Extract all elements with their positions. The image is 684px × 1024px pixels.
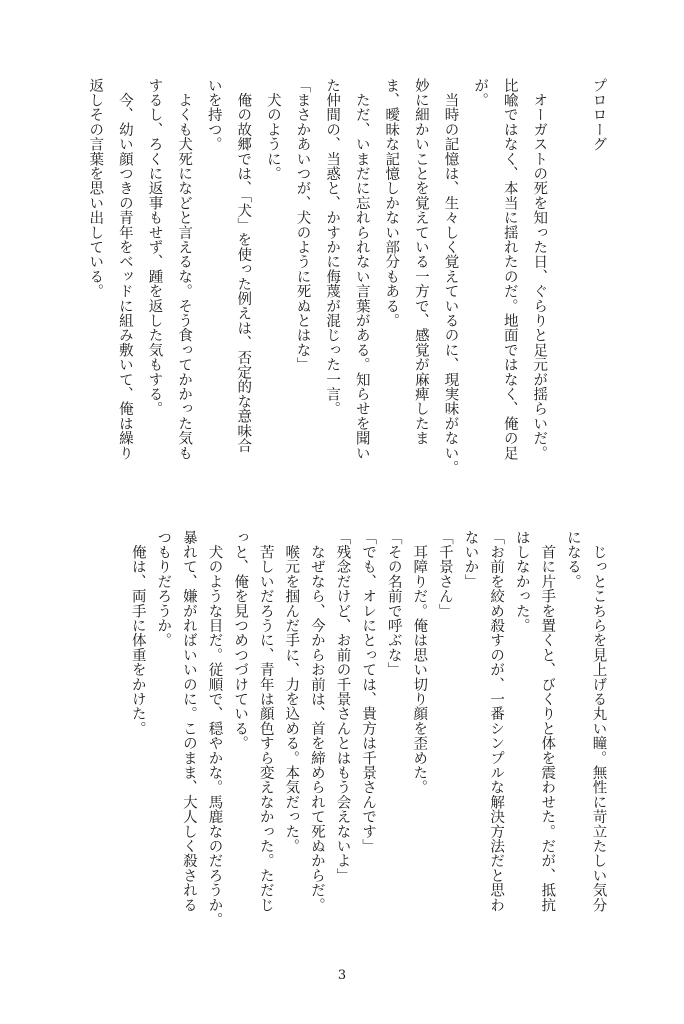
text-line: 当時の記憶は、生々しく覚えているのに、現実味がない。 — [442, 78, 459, 475]
page-number: 3 — [337, 968, 347, 983]
text-line: 「千景さん」 — [436, 530, 453, 619]
text-line: 「でも、オレにとっては、貴方は千景さんです」 — [360, 530, 377, 854]
text-line: よくも犬死になどと言えるな。そう食ってかかった気も — [176, 78, 193, 461]
text-line: 俺の故郷では、「犬」を使った例えは、否定的な意味合 — [235, 78, 252, 453]
text-line: 犬のような目だ。従順で、穏やかな。馬鹿なのだろうか。 — [206, 530, 223, 927]
text-line: ないか」 — [462, 530, 479, 589]
text-line: 「お前を絞め殺すのが、一番シンプルな解決方法だと思わ — [488, 530, 505, 913]
text-line: 喉元を掴んだ手に、力を込める。本気だった。 — [283, 530, 300, 854]
text-line: はしなかった。 — [513, 530, 530, 633]
text-line: た仲間の、当惑と、かすかに侮蔑が混じった一言。 — [324, 78, 341, 417]
text-line: オーガストの死を知った日、ぐらりと足元が揺らいだ。 — [531, 78, 548, 461]
text-line: 暴れて、嫌がればいいのに。このまま、大人しく殺される — [180, 530, 197, 913]
text-line: 耳障りだ。俺は思い切り顔を歪めた。 — [411, 530, 428, 795]
chapter-title: プロローグ — [590, 78, 607, 152]
text-line: 妙に細かいことを覚えている一方で、感覚が麻痺したま — [412, 78, 429, 446]
text-line: 「その名前で呼ぶな」 — [385, 530, 402, 677]
text-line: が。 — [472, 78, 489, 108]
text-line: 「残念だけど、お前の千景さんとはもう会えないよ」 — [334, 530, 351, 883]
text-line: するし、ろくに返事もせず、踵を返した気もする。 — [146, 78, 163, 417]
text-line: つもりだろうか。 — [155, 530, 172, 648]
text-line: 比喩ではなく、本当に揺れたのだ。地面ではなく、俺の足 — [501, 78, 518, 461]
text-line: ま、曖昧な記憶しかない部分もある。 — [383, 78, 400, 328]
text-line: ただ、いまだに忘れられない言葉がある。知らせを聞い — [353, 78, 370, 461]
text-line: 今、幼い顔つきの青年をベッドに組み敷いて、俺は繰り — [116, 78, 133, 461]
text-line: っと、俺を見つめつづけている。 — [232, 530, 249, 751]
text-line: なぜなら、今からお前は、首を締められて死ぬからだ。 — [308, 530, 325, 913]
text-line: 犬のように。 — [264, 78, 281, 181]
text-line: 返しその言葉を思い出している。 — [87, 78, 104, 299]
text-line: 「まさかあいつが、犬のように死ぬとはな」 — [294, 78, 311, 372]
text-line: になる。 — [564, 530, 581, 589]
text-line: 苦しいだろうに、青年は顔色すら変えなかった。ただじ — [257, 530, 274, 913]
text-line: いを持つ。 — [205, 78, 222, 152]
text-line: 俺は、両手に体重をかけた。 — [129, 530, 146, 736]
text-line: 首に片手を置くと、びくりと体を震わせた。だが、抵抗 — [539, 530, 556, 913]
text-line: じっとこちらを見上げる丸い瞳。無性に苛立たしい気分 — [590, 530, 607, 913]
